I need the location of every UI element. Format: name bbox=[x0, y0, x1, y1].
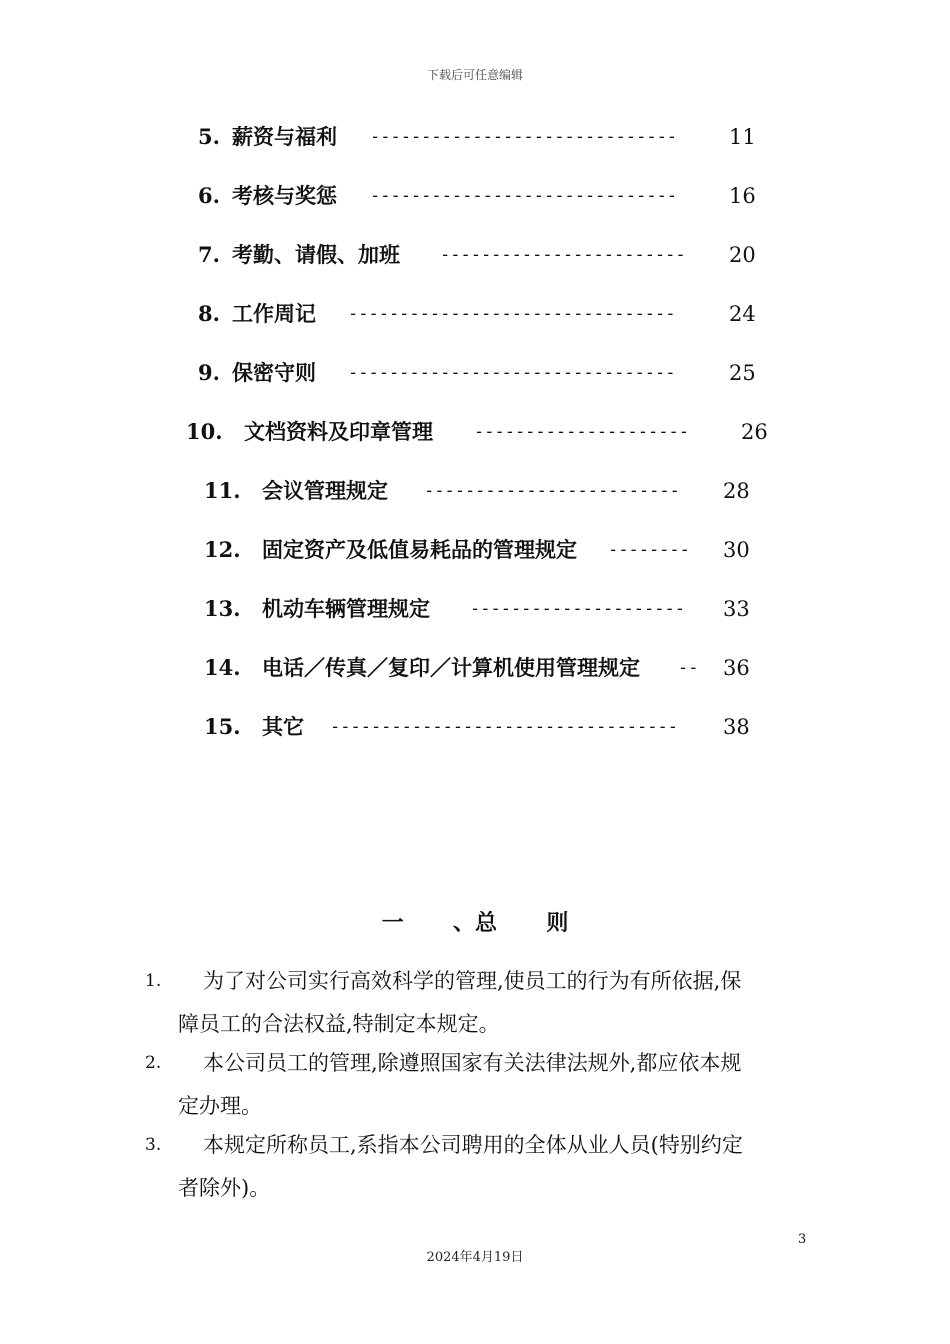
toc-leader: --------------------- bbox=[474, 422, 689, 442]
toc-leader: -- bbox=[678, 658, 699, 678]
toc-item bbox=[0, 357, 950, 389]
toc-number: 12. bbox=[204, 537, 241, 562]
toc-item bbox=[0, 475, 950, 507]
toc-number: 14. bbox=[204, 655, 241, 680]
page-header: 下载后可任意编辑 bbox=[426, 68, 523, 82]
clause-text: 为了对公司实行高效科学的管理,使员工的行为有所依据,保 bbox=[203, 969, 742, 993]
toc-title: 会议管理规定 bbox=[262, 478, 388, 503]
clause-item bbox=[145, 960, 815, 1046]
clause-number: 3. bbox=[145, 1135, 162, 1155]
toc-page: 11 bbox=[729, 125, 756, 149]
toc-leader: ------------------------------ bbox=[370, 186, 678, 206]
clause-text: 者除外)。 bbox=[178, 1176, 271, 1200]
toc-number: 10. bbox=[186, 419, 223, 444]
toc-number: 8. bbox=[198, 301, 220, 326]
toc-title: 文档资料及印章管理 bbox=[244, 419, 433, 444]
toc-page: 16 bbox=[729, 184, 756, 208]
toc-page: 30 bbox=[723, 538, 750, 562]
toc-item bbox=[0, 593, 950, 625]
toc-page: 33 bbox=[723, 597, 750, 621]
toc-item bbox=[0, 180, 950, 212]
toc-title: 其它 bbox=[262, 714, 304, 739]
toc-item bbox=[0, 239, 950, 271]
toc-number: 11. bbox=[204, 478, 241, 503]
toc-title: 保密守则 bbox=[232, 360, 316, 385]
toc-item bbox=[0, 652, 950, 684]
toc-page: 38 bbox=[723, 715, 750, 739]
clause-item bbox=[145, 1124, 815, 1210]
toc-item bbox=[0, 711, 950, 743]
toc-number: 7. bbox=[198, 242, 220, 267]
toc-leader: ------------------------------ bbox=[370, 127, 678, 147]
toc-page: 25 bbox=[729, 361, 756, 385]
toc-title: 工作周记 bbox=[232, 301, 316, 326]
clause-text: 障员工的合法权益,特制定本规定。 bbox=[178, 1012, 500, 1036]
toc-item bbox=[0, 298, 950, 330]
clause-text: 定办理。 bbox=[178, 1094, 262, 1118]
toc-leader: --------------------- bbox=[470, 599, 685, 619]
toc-title: 薪资与福利 bbox=[232, 124, 337, 149]
toc-page: 20 bbox=[729, 243, 756, 267]
section-heading-part: 一 bbox=[381, 910, 404, 936]
toc-title: 机动车辆管理规定 bbox=[262, 596, 430, 621]
clause-item bbox=[145, 1042, 815, 1128]
toc-page: 26 bbox=[741, 420, 768, 444]
toc-leader: -------------------------------- bbox=[348, 363, 676, 383]
toc-title: 固定资产及低值易耗品的管理规定 bbox=[262, 537, 577, 562]
page-number: 3 bbox=[798, 1232, 807, 1247]
toc-page: 28 bbox=[723, 479, 750, 503]
clause-number: 1. bbox=[145, 971, 162, 991]
toc-number: 13. bbox=[204, 596, 241, 621]
section-heading bbox=[0, 906, 950, 937]
toc-leader: ---------------------------------- bbox=[330, 717, 678, 737]
toc-leader: ------------------------ bbox=[440, 245, 686, 265]
toc-title: 电话／传真／复印／计算机使用管理规定 bbox=[262, 655, 640, 680]
section-heading-part: 、总 bbox=[452, 910, 497, 936]
section-heading-part: 则 bbox=[546, 910, 569, 936]
toc-title: 考核与奖惩 bbox=[232, 183, 337, 208]
clause-text: 本规定所称员工,系指本公司聘用的全体从业人员(特别约定 bbox=[203, 1133, 743, 1157]
toc-leader: -------------------------------- bbox=[348, 304, 676, 324]
toc-page: 36 bbox=[723, 656, 750, 680]
toc-number: 5. bbox=[198, 124, 220, 149]
toc-number: 9. bbox=[198, 360, 220, 385]
toc-number: 6. bbox=[198, 183, 220, 208]
toc-number: 15. bbox=[204, 714, 241, 739]
toc-title: 考勤、请假、加班 bbox=[232, 242, 400, 267]
clause-number: 2. bbox=[145, 1053, 162, 1073]
page-footer-date: 2024年4月19日 bbox=[426, 1250, 524, 1265]
toc-item bbox=[0, 534, 950, 566]
toc-page: 24 bbox=[729, 302, 756, 326]
toc-item bbox=[0, 416, 950, 448]
toc-leader: ------------------------- bbox=[424, 481, 680, 501]
toc-leader: -------- bbox=[608, 540, 690, 560]
toc-item bbox=[0, 121, 950, 153]
clause-text: 本公司员工的管理,除遵照国家有关法律法规外,都应依本规 bbox=[203, 1051, 742, 1075]
